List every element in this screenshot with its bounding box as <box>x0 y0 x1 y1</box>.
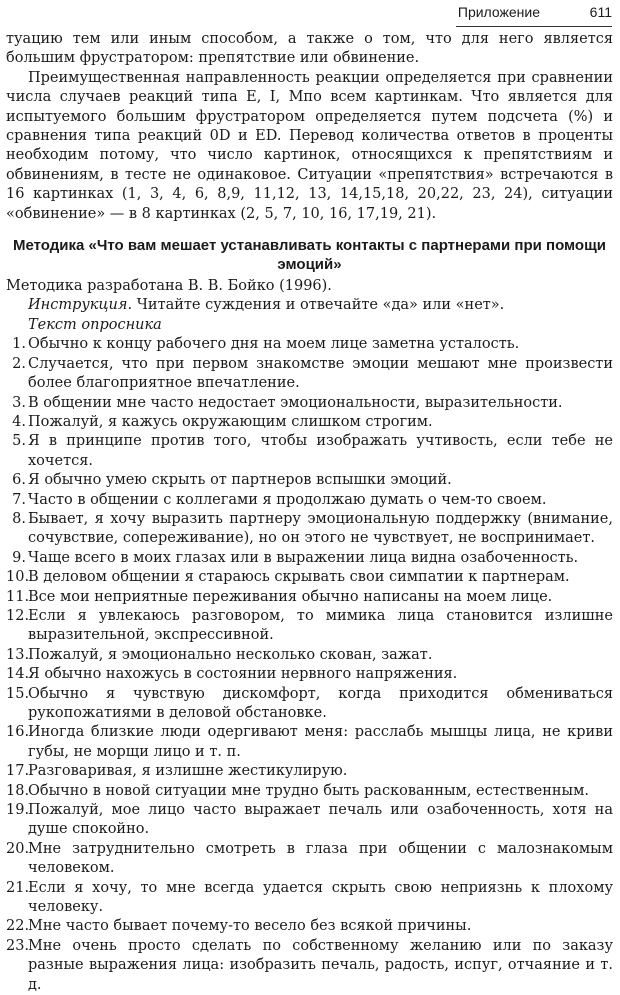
questionnaire-item <box>6 762 613 781</box>
questionnaire-item <box>6 394 613 413</box>
item-text: Случается, что при первом знакомстве эмоции мешают мне произвести более благоприятное впечатление. <box>28 355 613 392</box>
item-number: 11. <box>6 588 30 605</box>
item-number: 22. <box>6 918 30 935</box>
item-number: 20. <box>6 840 30 857</box>
item-text: Мне затруднительно смотреть в глаза при общении с малознакомым человеком. <box>28 840 613 877</box>
questionnaire-item <box>6 510 613 549</box>
questionnaire-item <box>6 879 613 918</box>
questionnaire-item <box>6 568 613 587</box>
item-text: Обычно к концу рабочего дня на моем лице заметна усталость. <box>28 336 520 353</box>
item-text: Мне часто бывает почему-то весело без всякой причины. <box>28 918 472 935</box>
item-number: 19. <box>6 802 30 819</box>
item-number: 2. <box>12 355 26 372</box>
page-number: 611 <box>589 4 612 20</box>
item-text: Обычно в новой ситуации мне трудно быть раскованным, естественным. <box>28 782 589 799</box>
item-text: Я обычно нахожусь в состоянии нервного напряжения. <box>28 666 458 683</box>
questionnaire-item <box>6 646 613 665</box>
page-body <box>6 30 613 995</box>
item-text: Разговаривая, я излишне жестикулирую. <box>28 763 348 780</box>
questionnaire-item <box>6 840 613 879</box>
method-title: Методика «Что вам мешает устанавливать контакты с партнерами при помощи эмоций» <box>13 237 606 274</box>
item-text: Часто в общении с коллегами я продолжаю думать о чем-то своем. <box>28 491 547 508</box>
item-number: 7. <box>12 491 26 508</box>
item-number: 13. <box>6 646 30 663</box>
item-number: 3. <box>12 394 26 411</box>
item-number: 14. <box>6 666 30 683</box>
item-number: 10. <box>6 569 30 586</box>
item-number: 23. <box>6 937 30 954</box>
item-number: 5. <box>12 433 26 450</box>
item-text: Обычно я чувствую дискомфорт, когда приходится обмениваться рукопожатиями в деловой обстановке. <box>28 685 613 721</box>
item-text: Иногда близкие люди одергивают меня: расслабь мышцы лица, не криви губы, не морщи лицо и т. п. <box>28 724 613 760</box>
item-text: Я в принципе против того, чтобы изображать учтивость, если тебе не хочется. <box>28 433 613 469</box>
item-text: Чаще всего в моих глазах или в выражении лица видна озабоченность. <box>28 549 579 566</box>
item-text: Пожалуй, я кажусь окружающим слишком строгим. <box>28 413 433 430</box>
page-header <box>0 4 620 24</box>
intro-paragraph-1: туацию тем или иным способом, а также о том, что для него является большим фрустратором: препятствие или обвинение. <box>6 31 613 67</box>
item-text: В общении мне часто недостает эмоциональности, выразительности. <box>28 394 563 411</box>
item-number: 12. <box>6 607 30 624</box>
item-number: 1. <box>12 336 26 353</box>
item-text: Пожалуй, я эмоционально несколько скован, зажат. <box>28 646 433 663</box>
intro-paragraph-2: Преимущественная направленность реакции определяется при сравнении числа случаев реакций типа E, I, Мпо всем картинкам. Что является для испытуемого большим фрустратором определяется путем подсчета (%) и сравнения типа реакций 0D и ED. Перевод количества ответов в проценты необходим потому, что число картинок, относящихся к препятствиям и обвинениям, в тесте не одинаковое. Ситуации «препятствия» встречаются в 16 картинках (1, 3, 4, 6, 8,9, 11,12, 13, 14,15,18, 20,22, 23, 24), ситуации «обвинение» — в 8 картинках (2, 5, 7, 10, 16, 17,19, 21). <box>6 69 613 222</box>
questionnaire-list <box>6 335 613 995</box>
item-text: Если я хочу, то мне всегда удается скрыть свою неприязнь к плохому человеку. <box>28 879 613 916</box>
item-text: Мне очень просто сделать по собственному желанию или по заказу разные выражения лица: изобразить печаль, радость, испуг, отчаяние и т. д. <box>28 937 613 993</box>
item-number: 8. <box>12 510 26 527</box>
questionnaire-item <box>6 355 613 394</box>
instruction <box>6 296 613 315</box>
questionnaire-item <box>6 782 613 801</box>
method-author: Методика разработана В. В. Бойко (1996). <box>6 278 332 295</box>
item-number: 6. <box>12 472 26 489</box>
questionnaire-item <box>6 685 613 724</box>
questionnaire-item <box>6 413 613 432</box>
running-head: Приложение <box>457 4 540 20</box>
questionnaire-item <box>6 588 613 607</box>
questionnaire-item <box>6 607 613 646</box>
questionnaire-item <box>6 491 613 510</box>
header-rule <box>456 26 612 27</box>
item-number: 4. <box>12 413 26 430</box>
questionnaire-item <box>6 471 613 490</box>
questionnaire-item <box>6 549 613 568</box>
instruction-label: Инструкция. <box>28 297 133 314</box>
item-number: 17. <box>6 763 30 780</box>
item-text: В деловом общении я стараюсь скрывать свои симпатии к партнерам. <box>28 569 570 586</box>
item-number: 9. <box>12 549 26 566</box>
item-text: Если я увлекаюсь разговором, то мимика лица становится излишне выразительной, экспрессивной. <box>28 607 613 644</box>
item-text: Все мои неприятные переживания обычно написаны на моем лице. <box>28 588 553 605</box>
questionnaire-item <box>6 432 613 471</box>
item-number: 18. <box>6 782 30 799</box>
item-number: 15. <box>6 685 30 702</box>
instruction-text: Читайте суждения и отвечайте «да» или «нет». <box>136 297 505 314</box>
item-text: Бывает, я хочу выразить партнеру эмоциональную поддержку (внимание, сочувствие, сопереживание), но он этого не чувствует, не воспринимает. <box>28 510 613 547</box>
questionnaire-item <box>6 723 613 762</box>
questionnaire-item <box>6 801 613 840</box>
item-text: Я обычно умею скрыть от партнеров вспышки эмоций. <box>28 472 452 489</box>
item-number: 21. <box>6 879 30 896</box>
questionnaire-heading: Текст опросника <box>28 316 162 333</box>
questionnaire-item <box>6 665 613 684</box>
item-text: Пожалуй, мое лицо часто выражает печаль или озабоченность, хотя на душе спокойно. <box>28 802 613 838</box>
item-number: 16. <box>6 724 30 741</box>
questionnaire-item <box>6 937 613 995</box>
questionnaire-item <box>6 917 613 936</box>
questionnaire-item <box>6 335 613 354</box>
